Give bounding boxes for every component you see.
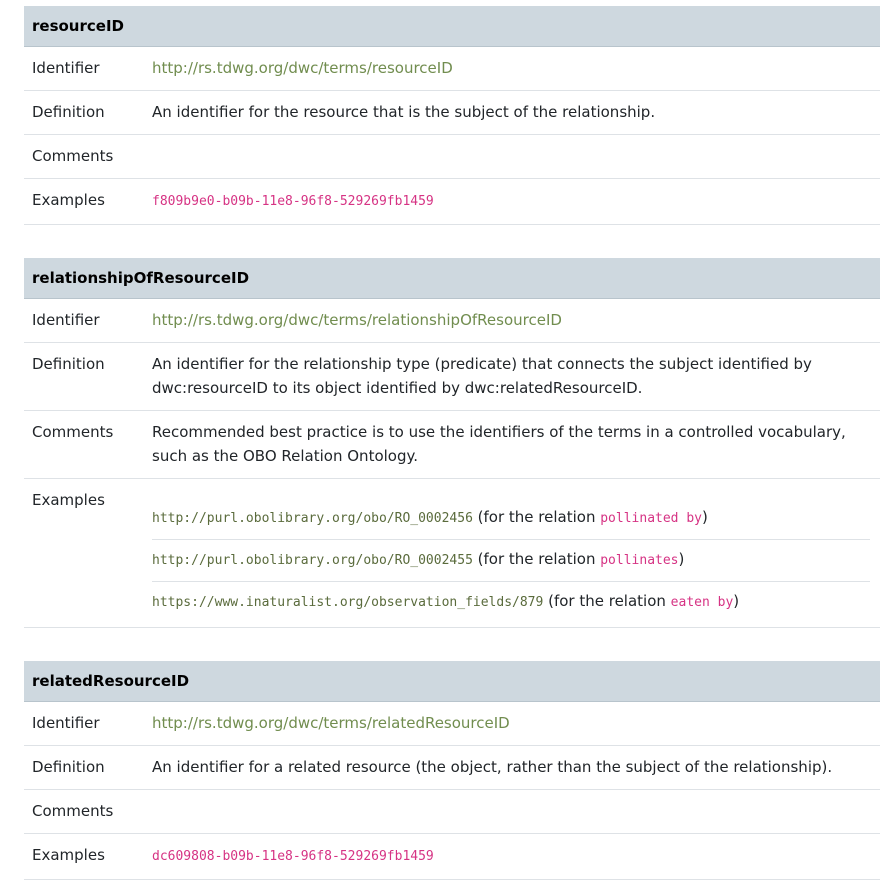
examples-label: Examples xyxy=(24,179,144,225)
identifier-row xyxy=(24,702,880,746)
identifier-link[interactable]: http://rs.tdwg.org/dwc/terms/relationshipOfResourceID xyxy=(152,311,562,329)
term-title: resourceID xyxy=(24,6,880,47)
identifier-label: Identifier xyxy=(24,299,144,343)
examples-row xyxy=(24,479,880,628)
identifier-link[interactable]: http://rs.tdwg.org/dwc/terms/resourceID xyxy=(152,59,453,77)
term-title: relatedResourceID xyxy=(24,661,880,702)
comments-label: Comments xyxy=(24,411,144,479)
comments-row xyxy=(24,411,880,479)
comments-label: Comments xyxy=(24,790,144,834)
example-item xyxy=(152,540,870,582)
definition-label: Definition xyxy=(24,343,144,411)
identifier-label: Identifier xyxy=(24,702,144,746)
examples-label: Examples xyxy=(24,834,144,880)
example-item xyxy=(152,582,870,617)
comments-row xyxy=(24,790,880,834)
identifier-row xyxy=(24,47,880,91)
term-table-resourceID xyxy=(24,6,880,225)
identifier-row xyxy=(24,299,880,343)
example-prefix: (for the relation xyxy=(543,592,671,610)
term-title: relationshipOfResourceID xyxy=(24,258,880,299)
example-url: http://purl.obolibrary.org/obo/RO_0002455 xyxy=(152,553,473,568)
examples-list xyxy=(152,498,870,617)
example-prefix: (for the relation xyxy=(472,550,601,568)
comments-text xyxy=(144,790,880,834)
definition-text: An identifier for the relationship type (predicate) that connects the subject identified by dwc:resourceID to its object identified by dwc:relatedResourceID. xyxy=(144,343,880,411)
example-url: http://purl.obolibrary.org/obo/RO_0002456 xyxy=(152,511,473,526)
comments-row xyxy=(24,135,880,179)
definition-text: An identifier for the resource that is the subject of the relationship. xyxy=(144,91,880,135)
definition-label: Definition xyxy=(24,746,144,790)
definition-row xyxy=(24,746,880,790)
examples-row xyxy=(24,834,880,880)
comments-text: Recommended best practice is to use the identifiers of the terms in a controlled vocabulary, such as the OBO Relation Ontology. xyxy=(144,411,880,479)
comments-label: Comments xyxy=(24,135,144,179)
comments-text xyxy=(144,135,880,179)
example-url: https://www.inaturalist.org/observation_fields/879 xyxy=(152,595,544,610)
example-item xyxy=(152,498,870,540)
definition-row xyxy=(24,343,880,411)
definition-label: Definition xyxy=(24,91,144,135)
example-code: dc609808-b09b-11e8-96f8-529269fb1459 xyxy=(152,849,434,864)
example-suffix: ) xyxy=(678,550,685,568)
examples-row xyxy=(24,179,880,225)
term-table-relationshipOfResourceID xyxy=(24,258,880,628)
example-prefix: (for the relation xyxy=(472,508,601,526)
term-table-relatedResourceID xyxy=(24,661,880,880)
identifier-link[interactable]: http://rs.tdwg.org/dwc/terms/relatedResourceID xyxy=(152,714,510,732)
examples-label: Examples xyxy=(24,479,144,628)
example-code: f809b9e0-b09b-11e8-96f8-529269fb1459 xyxy=(152,194,434,209)
identifier-label: Identifier xyxy=(24,47,144,91)
example-suffix: ) xyxy=(733,592,740,610)
example-relation: pollinated by xyxy=(600,511,702,526)
example-suffix: ) xyxy=(701,508,708,526)
definition-text: An identifier for a related resource (the object, rather than the subject of the relationship). xyxy=(144,746,880,790)
example-relation: pollinates xyxy=(600,553,679,568)
definition-row xyxy=(24,91,880,135)
example-relation: eaten by xyxy=(670,595,734,610)
